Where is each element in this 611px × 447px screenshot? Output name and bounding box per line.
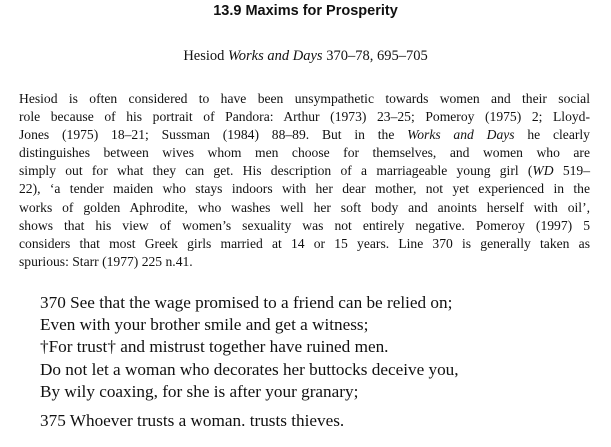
source-work-title: Works and Days xyxy=(228,48,323,64)
intro-text: 519– xyxy=(562,163,590,179)
intro-work-abbrev: WD xyxy=(532,163,554,179)
intro-line xyxy=(19,162,590,180)
intro-text: simply out for what they can get. His description of a marriageable young girl ( xyxy=(19,163,533,179)
translation-verse xyxy=(40,292,459,432)
source-line-reference: 370–78, 695–705 xyxy=(326,48,428,64)
intro-line: 22), ‘a tender maiden who stays indoors with her dear mother, not yet experienced in the xyxy=(19,181,590,197)
verse-line: Even with your brother smile and get a witness; xyxy=(40,315,369,335)
verse-line: 375 Whoever trusts a woman. trusts thieves. xyxy=(40,411,345,431)
section-heading: 13.9 Maxims for Prosperity xyxy=(213,3,398,19)
intro-line: considers that most Greek girls married at 14 or 15 years. Line 370 is generally taken as xyxy=(19,235,590,251)
intro-line: spurious: Starr (1977) 225 n.41. xyxy=(19,253,193,269)
intro-line: shows that his view of women’s sexuality was not entirely negative. Pomeroy (1997) 5 xyxy=(19,217,590,233)
source-citation xyxy=(0,47,611,65)
verse-line: Do not let a woman who decorates her buttocks deceive you, xyxy=(40,359,459,379)
introduction-paragraph xyxy=(19,90,590,271)
verse-line: 370 See that the wage promised to a friend can be relied on; xyxy=(40,293,453,312)
intro-line: Hesiod is often considered to have been unsympathetic towards women and their social xyxy=(19,91,590,106)
verse-line: By wily coaxing, for she is after your granary; xyxy=(40,381,359,401)
intro-work-title: Works and Days xyxy=(407,127,515,143)
intro-text: he clearly xyxy=(527,127,590,143)
intro-line: works of golden Aphrodite, who washes well her soft body and anoints herself with oil’, xyxy=(19,199,590,215)
intro-line: role because of his portrait of Pandora: Arthur (1973) 23–25; Pomeroy (1975) 2; Lloyd- xyxy=(19,109,590,125)
intro-text: Jones (1975) 18–21; Sussman (1984) 88–89. But in the xyxy=(19,127,395,143)
intro-line: distinguishes between wives whom men choose for themselves, and women who are xyxy=(19,145,590,161)
verse-line: †For trust† and mistrust together have ruined men. xyxy=(40,337,389,357)
intro-line xyxy=(19,126,590,144)
source-author: Hesiod xyxy=(183,48,225,64)
